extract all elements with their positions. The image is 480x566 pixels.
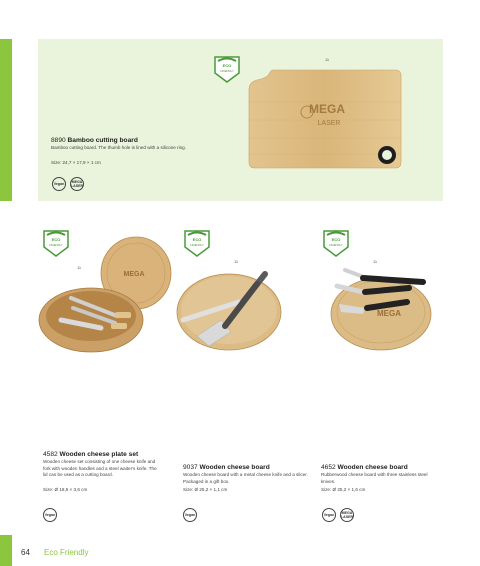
product-size: Size: Ø 18,5 × 3,6 cm [43,487,88,492]
eco-friendly-badge-icon [212,54,242,84]
product-index-badge: 11 [77,265,82,270]
product-code: 4652 [321,464,336,471]
product-title [43,451,138,458]
product-description: Wooden cheese set consisting of one cheese knife and fork with wooden handles and a steel waiter's knife. The lid can be used as a cutting board. [43,459,157,477]
eco-friendly-badge-icon [182,228,212,258]
vegan-icon: Vegan [52,177,66,191]
vegan-icon: Vegan [43,508,57,522]
eco-badge-line2: FRIENDLY [190,243,204,247]
product-title [51,137,138,144]
eco-badge-line1: ECO [222,63,232,68]
product-code: 9037 [183,464,198,471]
product-title [183,464,270,471]
eco-badge-line2: FRIENDLY [49,243,63,247]
product-description: Rubberwood cheese board with three stainless steel knives. [321,472,428,484]
engraved-logo-brand: MEGA [123,271,145,278]
product-name: Wooden cheese plate set [59,451,139,458]
mega-laser-icon: MEGA LASER [340,508,354,522]
product-name: Bamboo cutting board [67,137,138,144]
wooden-cheese-board-image [173,262,285,352]
engraved-logo-brand: MEGA [309,102,345,116]
vegan-icon: Vegan [322,508,336,522]
eco-badge-line1: ECO [192,237,202,242]
eco-badge-line1: ECO [331,237,341,242]
product-index-badge: 11 [325,57,330,62]
eco-friendly-badge-icon [321,228,351,258]
product-code: 8890 [51,137,66,144]
mega-laser-icon: MEGA LASER [70,177,84,191]
engraved-logo-brand: MEGA [377,309,401,318]
footer-color-bar [0,535,12,566]
page-number: 64 [21,548,30,557]
product-size: Size: 24,7 × 17,9 × 1 cm [51,160,101,165]
rubberwood-cheese-board-image [327,262,439,352]
product-name: Wooden cheese board [199,464,270,471]
eco-badge-line2: FRIENDLY [329,243,343,247]
engraved-logo-sub: LASER [317,120,341,127]
vegan-icon: Vegan [183,508,197,522]
section-label: Eco Friendly [44,548,89,557]
wooden-cheese-plate-set-image [33,228,173,356]
section-color-bar [0,39,12,201]
product-description: Bamboo cutting board. The thumb hole is lined with a silicone ring. [51,145,186,150]
product-index-badge: 11 [234,259,239,264]
product-index-badge: 11 [373,259,378,264]
product-description: Wooden cheese board with a metal cheese knife and a slicer. Packaged in a gift box. [183,472,308,484]
eco-badge-line2: FRIENDLY [220,69,234,73]
eco-badge-line1: ECO [51,237,61,242]
product-title [321,464,408,471]
product-code: 4582 [43,451,58,458]
product-size: Size: Ø 25,2 × 1,6 cm [321,487,366,492]
product-size: Size: Ø 25,2 × 1,1 cm [183,487,228,492]
bamboo-cutting-board-image [245,62,405,172]
product-name: Wooden cheese board [337,464,408,471]
